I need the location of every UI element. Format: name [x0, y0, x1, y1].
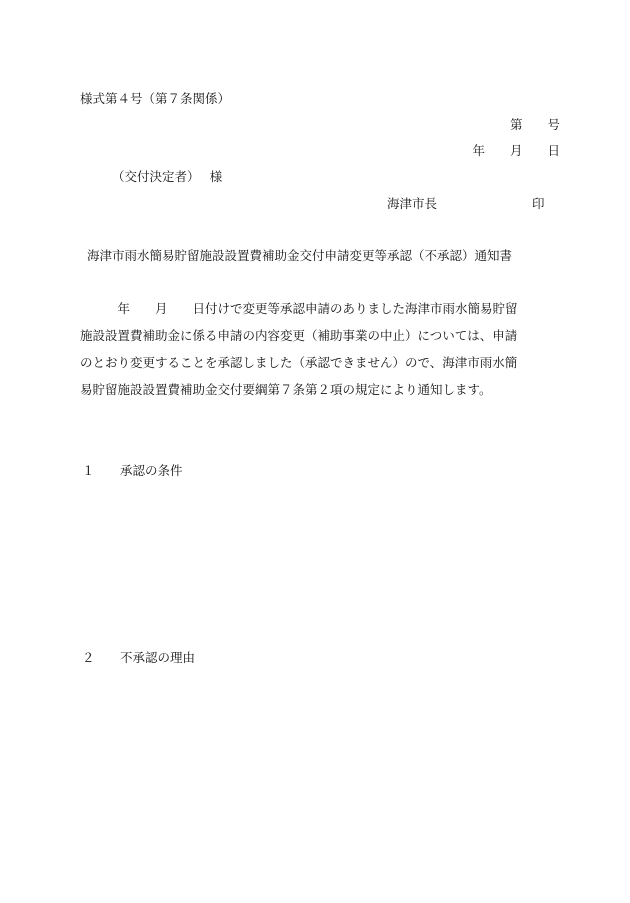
section-title: 承認の条件: [120, 463, 183, 478]
section-number: １: [82, 463, 95, 478]
document-title: 海津市雨水簡易貯留施設設置費補助金交付申請変更等承認（不承認）通知書: [87, 248, 513, 263]
body-line: のとおり変更することを承認しました（承認できません）ので、海津市雨水簡: [80, 355, 518, 370]
body-line: 施設設置費補助金に係る申請の内容変更（補助事業の中止）については、申請: [80, 328, 518, 343]
section-title: 不承認の理由: [120, 650, 196, 665]
issue-date: 年 月 日: [472, 143, 560, 158]
recipient: （交付決定者） 様: [112, 169, 223, 184]
form-label: 様式第４号（第７条関係）: [80, 91, 231, 106]
issuer: 海津市長: [387, 196, 438, 211]
body-line: 易貯留施設設置費補助金交付要綱第７条第２項の規定により通知します。: [80, 382, 492, 397]
body-paragraph: [80, 295, 555, 403]
document-number: 第 号: [509, 117, 560, 132]
body-line: 年 月 日付けで変更等承認申請のありました海津市雨水簡易貯留: [80, 301, 518, 316]
seal-mark: 印: [532, 196, 545, 211]
section-number: ２: [82, 650, 95, 665]
